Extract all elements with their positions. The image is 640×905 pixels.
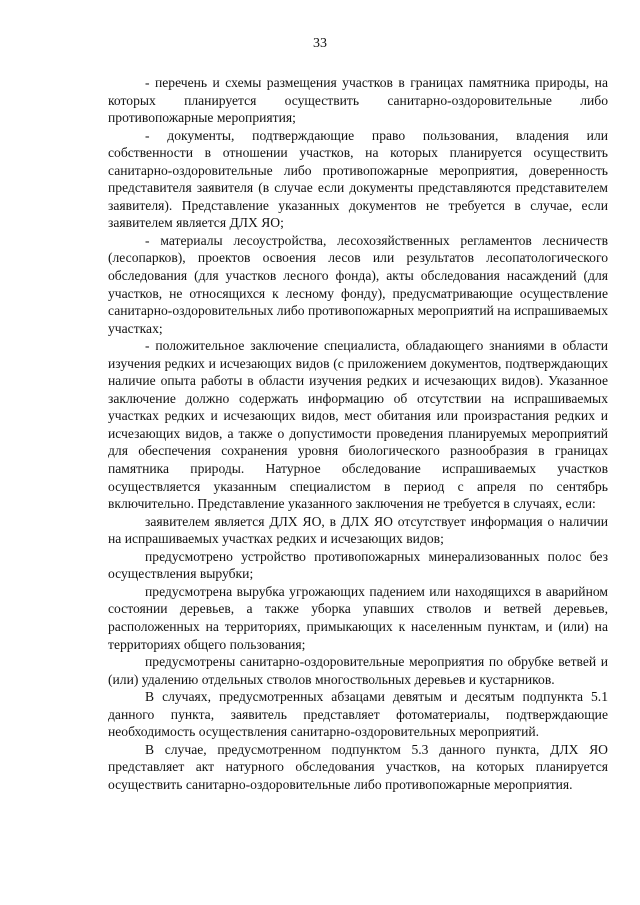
list-item-site-schemes: - перечень и схемы размещения участков в границах памятника природы, на которых планируется осуществить санитарно-оздоровительные либо противопожарные мероприятия;: [108, 75, 608, 126]
paragraph-inspection-act: В случае, предусмотренном подпунктом 5.3 данного пункта, ДЛХ ЯО представляет акт натурного обследования участков, на которых планируется осуществить санитарно-оздоровительные либо противопожарные мероприятия.: [108, 741, 608, 792]
exception-firebreaks: предусмотрено устройство противопожарных минерализованных полос без осуществления вырубки;: [108, 548, 608, 582]
list-item-ownership-documents: - документы, подтверждающие право пользования, владения или собственности в отношении участков, на которых планируется осуществить санитарно-оздоровительные либо противопожарные мероприятия, доверенность представителя заявителя (в случае если документы представляются представителем заявителя). Представление указанных документов не требуется в случае, если заявителем является ДЛХ ЯО;: [108, 127, 608, 231]
exception-hazard-trees: предусмотрена вырубка угрожающих падением или находящихся в аварийном состоянии деревьев, а также уборка упавших стволов и ветвей деревьев, расположенных на территориях, примыкающих к населенным пунктам, и (или) на территориях общего пользования;: [108, 583, 608, 652]
page-number: 33: [313, 36, 327, 51]
list-item-forestry-materials: - материалы лесоустройства, лесохозяйственных регламентов лесничеств (лесопарков), проектов освоения лесов или результатов лесопатологического обследования (для участков лесного фонда), акты обследования насаждений (для участков, не относящихся к лесному фонду), предусматривающие осуществление санитарно-оздоровительных либо противопожарных мероприятий на испрашиваемых участках;: [108, 232, 608, 336]
exception-dlh-applicant: заявителем является ДЛХ ЯО, в ДЛХ ЯО отсутствует информация о наличии на испрашиваемых участках редких и исчезающих видов;: [108, 513, 608, 547]
document-body: [108, 74, 608, 793]
exception-pruning: предусмотрены санитарно-оздоровительные мероприятия по обрубке ветвей и (или) удалению отдельных стволов многоствольных деревьев и кустарников.: [108, 654, 608, 687]
list-item-specialist-conclusion: - положительное заключение специалиста, обладающего знаниями в области изучения редких и исчезающих видов (с приложением документов, подтверждающих наличие опыта работы в области изучения редких и исчезающих видов). Указанное заключение должно содержать информацию об отсутствии на испрашиваемых участках редких и исчезающих видов, мест обитания или произрастания редких и исчезающих видов, а также о допустимости проведения планируемых мероприятий для обеспечения сохранения уровня биологического разнообразия в границах памятника природы. Натурное обследование испрашиваемых участков осуществляется указанным специалистом в период с апреля по сентябрь включительно. Представление указанного заключения не требуется в случаях, если:: [108, 338, 608, 512]
paragraph-photo-materials: В случаях, предусмотренных абзацами девятым и десятым подпункта 5.1 данного пункта, заявитель представляет фотоматериалы, подтверждающие необходимость осуществления санитарно-оздоровительных мероприятий.: [108, 689, 608, 740]
